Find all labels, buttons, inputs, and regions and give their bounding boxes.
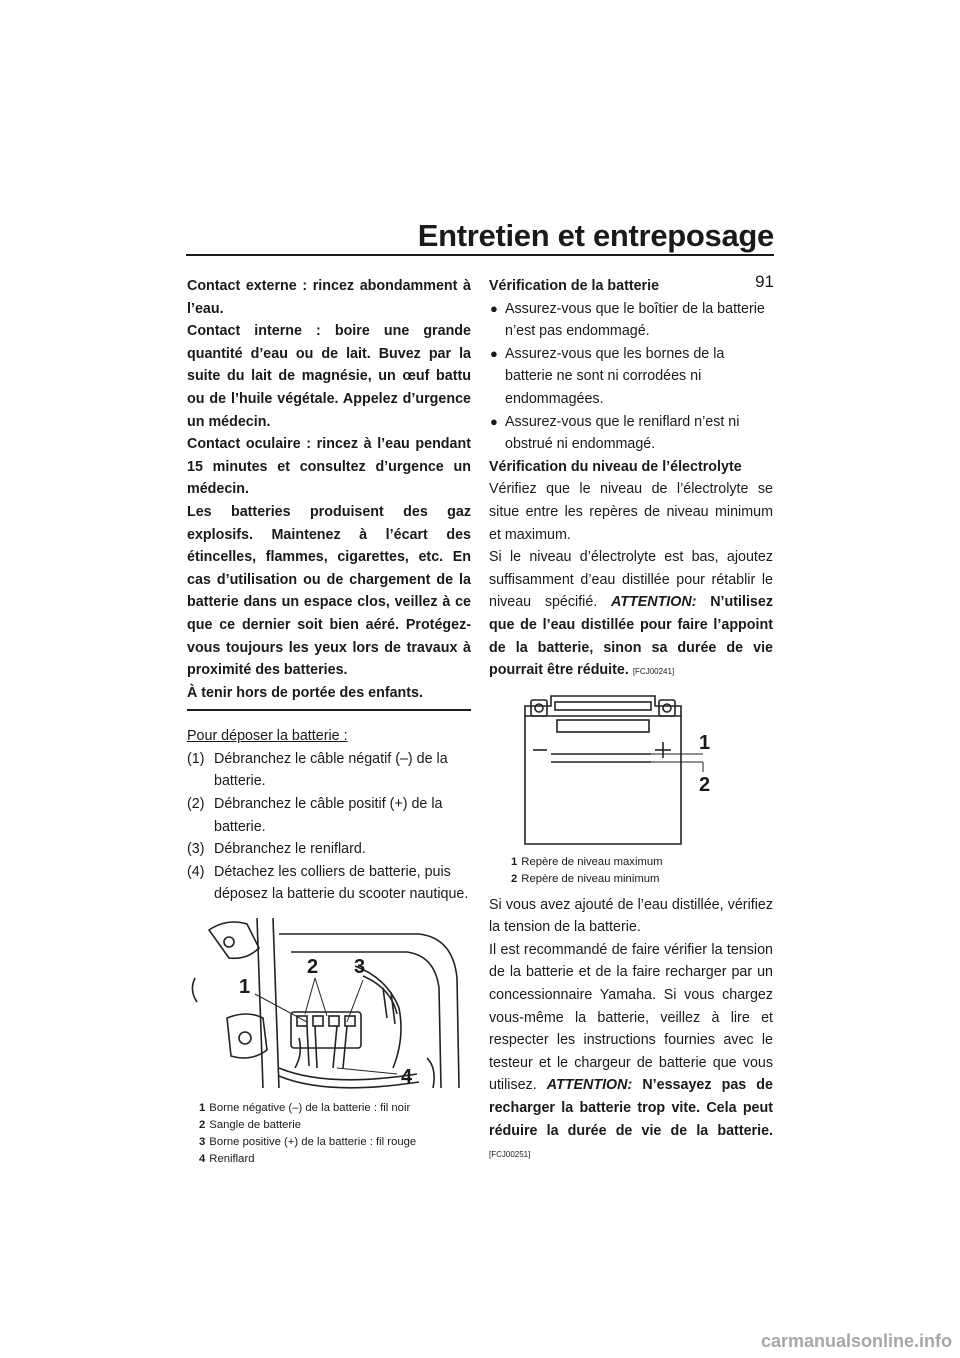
step-text: Débranchez le reniflard. bbox=[214, 841, 366, 858]
callout-2: 2 bbox=[307, 956, 319, 979]
removal-title: Pour déposer la batterie : bbox=[187, 728, 348, 745]
figure2-legend bbox=[511, 854, 773, 888]
list-item bbox=[187, 793, 471, 838]
callout-3: 3 bbox=[354, 956, 366, 979]
battery-level-illustration bbox=[511, 692, 721, 852]
warning-line: Contact oculaire : rincez à l’eau pendant 15 minutes et consultez d’urgence un médecin. bbox=[187, 436, 471, 498]
legend-item bbox=[199, 1151, 471, 1168]
battery-compartment-figure bbox=[187, 918, 471, 1098]
reference-code: [FCJ00241] bbox=[632, 667, 675, 677]
warning-rule bbox=[187, 709, 471, 711]
figure1-legend bbox=[199, 1100, 471, 1168]
legend-item bbox=[199, 1134, 471, 1151]
watermark: carmanualsonline.info bbox=[760, 1331, 952, 1351]
legend-number: 1 bbox=[199, 1102, 206, 1115]
page-title: Entretien et entreposage bbox=[417, 218, 774, 253]
legend-item bbox=[199, 1117, 471, 1134]
removal-steps bbox=[187, 748, 471, 906]
legend-number: 3 bbox=[199, 1136, 206, 1149]
warning-line: Contact interne : boire une grande quantité d’eau ou de lait. Buvez par la suite du lait de magnésie, un œuf battu ou de l’huile végétale. Appelez d’urgence un médecin. bbox=[187, 323, 471, 430]
legend-number: 2 bbox=[199, 1119, 206, 1132]
battery-compartment-illustration bbox=[187, 918, 471, 1098]
electrolyte-text: Si le niveau d’électrolyte est bas, ajoutez suffisamment d’eau distillée pour rétablir le niveau spécifié. bbox=[489, 549, 773, 611]
legend-text: Borne positive (+) de la batterie : fil rouge bbox=[209, 1136, 417, 1149]
legend-text: Reniflard bbox=[209, 1153, 255, 1166]
callout-4: 4 bbox=[401, 1066, 413, 1089]
inspection-title: Vérification de la batterie bbox=[489, 278, 660, 294]
charging-paragraph: Si vous avez ajouté de l’eau distillée, vérifiez la tension de la batterie. bbox=[489, 896, 773, 936]
legend-text: Repère de niveau minimum bbox=[521, 872, 660, 885]
electrolyte-paragraph-2 bbox=[489, 546, 773, 684]
attention-label: ATTENTION: bbox=[546, 1077, 633, 1094]
list-text: Assurez-vous que le boîtier de la batterie n’est pas endommagé. bbox=[505, 300, 765, 340]
left-column bbox=[187, 275, 471, 1174]
bullet-icon: ● bbox=[490, 413, 498, 429]
step-text: Détachez les colliers de batterie, puis déposez la batterie du scooter nautique. bbox=[214, 863, 469, 903]
bullet-icon: ● bbox=[490, 300, 498, 316]
electrolyte-level-figure bbox=[511, 692, 721, 852]
list-item bbox=[489, 343, 773, 411]
legend-number: 4 bbox=[199, 1153, 206, 1166]
legend-text: Repère de niveau maximum bbox=[521, 855, 663, 868]
step-number: (1) bbox=[187, 750, 205, 767]
legend-text: Borne négative (–) de la batterie : fil noir bbox=[209, 1102, 411, 1115]
attention-text: N’utilisez que de l’eau distillée pour faire l’appoint de la batterie, sinon sa durée de vie pourrait être réduite. bbox=[489, 594, 773, 679]
bullet-icon: ● bbox=[490, 345, 498, 361]
legend-item bbox=[511, 871, 773, 888]
electrolyte-paragraph: Vérifiez que le niveau de l’électrolyte se situe entre les repères de niveau minimum et maximum. bbox=[489, 481, 773, 543]
list-item bbox=[489, 298, 773, 343]
callout-max: 1 bbox=[699, 731, 711, 754]
header-rule bbox=[186, 254, 774, 256]
inspection-list bbox=[489, 298, 773, 456]
callout-1: 1 bbox=[239, 976, 251, 999]
step-number: (2) bbox=[187, 796, 205, 813]
warning-line: Contact externe : rincez abondamment à l’eau. bbox=[187, 278, 471, 317]
warning-line: À tenir hors de portée des enfants. bbox=[187, 684, 423, 701]
charging-paragraph-2 bbox=[489, 939, 773, 1167]
warning-line: Les batteries produisent des gaz explosifs. Maintenez à l’écart des étincelles, flammes, cigarettes, etc. En cas d’utilisation ou de chargement de la batterie dans un espace clos, veillez à ce que ce dernier soit bien aéré. Protégez-vous toujours les yeux lors de travaux à proximité des batteries. bbox=[187, 503, 471, 679]
list-item bbox=[489, 411, 773, 456]
attention-label: ATTENTION: bbox=[610, 594, 697, 611]
list-text: Assurez-vous que le reniflard n’est ni obstrué ni endommagé. bbox=[505, 413, 740, 453]
electrolyte-title: Vérification du niveau de l’électrolyte bbox=[489, 458, 742, 475]
right-column bbox=[489, 275, 773, 1167]
step-number: (4) bbox=[187, 863, 205, 880]
list-item bbox=[187, 861, 471, 906]
callout-min: 2 bbox=[699, 773, 711, 796]
legend-number: 1 bbox=[511, 855, 518, 868]
reference-code: [FCJ00251] bbox=[489, 1150, 531, 1160]
legend-item bbox=[511, 854, 773, 871]
list-item bbox=[187, 838, 471, 861]
legend-text: Sangle de batterie bbox=[209, 1119, 301, 1132]
charging-text: Il est recommandé de faire vérifier la tension de la batterie et de la faire recharger par un concessionnaire Yamaha. Si vous chargez vous-même la batterie, veillez à lire et respecter les instructions fournies avec le testeur et le chargeur de batterie que vous utilisez. bbox=[489, 941, 773, 1094]
step-text: Débranchez le câble positif (+) de la batterie. bbox=[214, 796, 443, 835]
warning-block bbox=[187, 275, 471, 704]
list-text: Assurez-vous que les bornes de la batterie ne sont ni corrodées ni endommagées. bbox=[505, 345, 725, 407]
step-text: Débranchez le câble négatif (–) de la batterie. bbox=[214, 750, 448, 790]
step-number: (3) bbox=[187, 841, 205, 858]
legend-number: 2 bbox=[511, 872, 518, 885]
attention-text: N’essayez pas de recharger la batterie trop vite. Cela peut réduire la durée de vie de la batterie. bbox=[489, 1077, 773, 1139]
legend-item bbox=[199, 1100, 471, 1117]
list-item bbox=[187, 748, 471, 793]
page-number: 91 bbox=[755, 272, 774, 291]
